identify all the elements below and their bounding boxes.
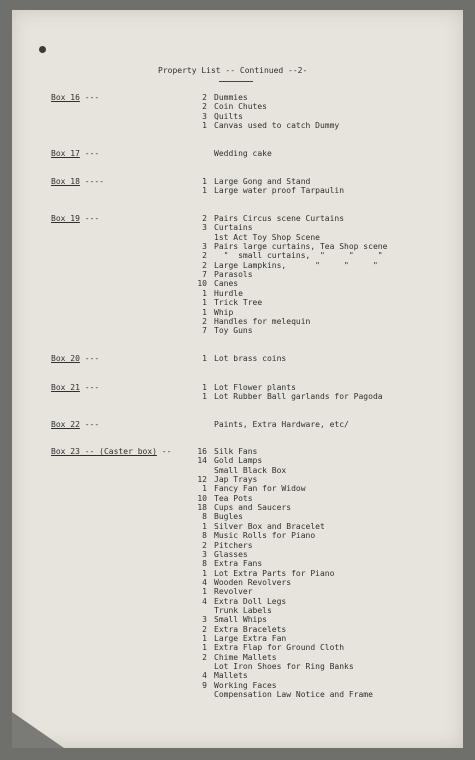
item-quantity: 3 [202,111,207,121]
item-description: Working Faces [214,680,277,690]
item-quantity: 8 [202,512,207,522]
item-quantity: 10 [197,279,207,289]
item-quantity: 16 [197,447,207,456]
item-description: Paints, Extra Hardware, etc/ [214,420,349,429]
item-quantity: 1 [202,186,207,196]
item-quantity: 12 [197,475,207,485]
item-quantity: 10 [197,493,207,503]
page-title: Property List -- Continued --2- [158,66,308,75]
item-description: Large water proof Tarpaulin [214,186,345,196]
item-description: Lot Iron Shoes for Ring Banks [214,662,354,672]
item-description: Extra Doll Legs [214,596,287,606]
item-description: Lot Rubber Ball garlands for Pagoda [214,392,383,402]
item-description: Trunk Labels [214,605,272,615]
item-description: Tea Pots [214,493,253,503]
item-description: " small curtains, " " " [214,251,383,261]
item-quantity: 2 [202,316,207,326]
item-description: Large Lampkins, " " " [214,260,378,270]
item-quantity: 2 [202,102,207,112]
item-quantity: 1 [202,521,207,531]
item-description: Pitchers [214,540,253,550]
item-description: Dummies [214,93,248,102]
item-description: Compensation Law Notice and Frame [214,690,373,700]
item-description: Large Extra Fan [214,634,287,643]
item-description: Revolver [214,587,253,597]
box-label-dashes: --- [79,420,100,429]
item-description: Canes [214,279,239,289]
item-description: Extra Flap for Ground Cloth [214,643,345,653]
item-description: Parasols [214,270,253,280]
box-heading [51,177,104,186]
box-label: Box 17 [51,149,80,158]
item-description: Trick Tree [214,298,263,308]
item-description: Extra Bracelets [214,624,287,634]
item-quantity: 4 [202,596,207,606]
item-quantity: 1 [202,354,207,363]
item-quantity: 2 [202,540,207,550]
item-description: Music Rolls for Piano [214,531,316,541]
item-description: Bugles [214,512,243,522]
item-quantity: 8 [202,559,207,569]
item-quantity: 2 [202,260,207,270]
torn-corner [12,712,64,748]
item-quantity: 1 [202,643,207,653]
item-quantity: 1 [202,177,207,186]
item-quantity: 2 [202,214,207,223]
item-description: Whip [214,307,234,317]
item-description: Fancy Fan for Widow [214,484,306,494]
item-quantity: 2 [202,624,207,634]
item-description: Mallets [214,671,248,681]
box-label-dashes: --- [79,354,100,363]
item-description: Silk Fans [214,447,258,456]
box-label-dashes: -- [156,447,172,456]
item-quantity: 2 [202,93,207,102]
item-quantity: 4 [202,577,207,587]
item-quantity: 2 [202,251,207,261]
item-quantity: 1 [202,121,207,131]
item-description: Small Whips [214,615,267,625]
item-description: Silver Box and Bracelet [214,521,325,531]
item-description: Chime Mallets [214,652,277,662]
item-description: Lot Flower plants [214,383,296,392]
item-quantity: 3 [202,242,207,252]
box-label: Box 22 [51,420,80,429]
box-heading [51,447,171,456]
box-label-dashes: --- [79,149,100,158]
box-label-dashes: --- [79,214,100,223]
item-quantity: 3 [202,549,207,559]
box-label-dashes: --- [79,383,100,392]
item-quantity: 14 [197,456,207,466]
box-label-dashes: --- [79,93,100,102]
item-quantity: 3 [202,223,207,233]
item-quantity: 1 [202,634,207,643]
item-description: 1st Act Toy Shop Scene [214,232,320,242]
item-description: Small Black Box [214,465,287,475]
item-quantity: 1 [202,568,207,578]
item-description: Cups and Saucers [214,503,292,513]
box-label: Box 18 [51,177,80,186]
box-heading [51,383,99,392]
item-description: Lot brass coins [214,354,287,363]
box-label: Box 20 [51,354,80,363]
item-description: Large Gong and Stand [214,177,311,186]
item-quantity: 2 [202,652,207,662]
item-quantity: 7 [202,270,207,280]
item-description: Wedding cake [214,149,272,158]
box-label: Box 19 [51,214,80,223]
item-description: Handles for melequin [214,316,311,326]
document-page [12,10,463,748]
item-description: Canvas used to catch Dummy [214,121,340,131]
item-description: Extra Fans [214,559,263,569]
item-quantity: 1 [202,298,207,308]
item-description: Toy Guns [214,326,253,336]
box-heading [51,214,99,223]
item-description: Quilts [214,111,243,121]
item-description: Coin Chutes [214,102,267,112]
item-quantity: 1 [202,587,207,597]
box-label: Box 21 [51,383,80,392]
item-description: Glasses [214,549,248,559]
box-label: Box 23 -- (Caster box) [51,447,157,456]
box-heading [51,149,99,158]
item-description: Wooden Revolvers [214,577,292,587]
item-description: Jap Trays [214,475,258,485]
item-quantity: 1 [202,484,207,494]
item-quantity: 18 [197,503,207,513]
box-label: Box 16 [51,93,80,102]
item-quantity: 7 [202,326,207,336]
box-heading [51,354,99,363]
item-quantity: 8 [202,531,207,541]
item-quantity: 1 [202,307,207,317]
box-heading [51,93,99,102]
box-label-dashes: ---- [79,177,104,186]
item-description: Pairs Circus scene Curtains [214,214,345,223]
item-description: Hurdle [214,288,243,298]
item-description: Pairs large curtains, Tea Shop scene [214,242,388,252]
item-quantity: 1 [202,383,207,392]
title-underline [219,81,253,82]
item-quantity: 1 [202,288,207,298]
item-quantity: 1 [202,392,207,402]
item-description: Curtains [214,223,253,233]
item-quantity: 9 [202,680,207,690]
punch-hole [39,46,46,53]
item-description: Gold Lamps [214,456,263,466]
item-quantity: 3 [202,615,207,625]
item-description: Lot Extra Parts for Piano [214,568,335,578]
box-heading [51,420,99,429]
item-quantity: 4 [202,671,207,681]
